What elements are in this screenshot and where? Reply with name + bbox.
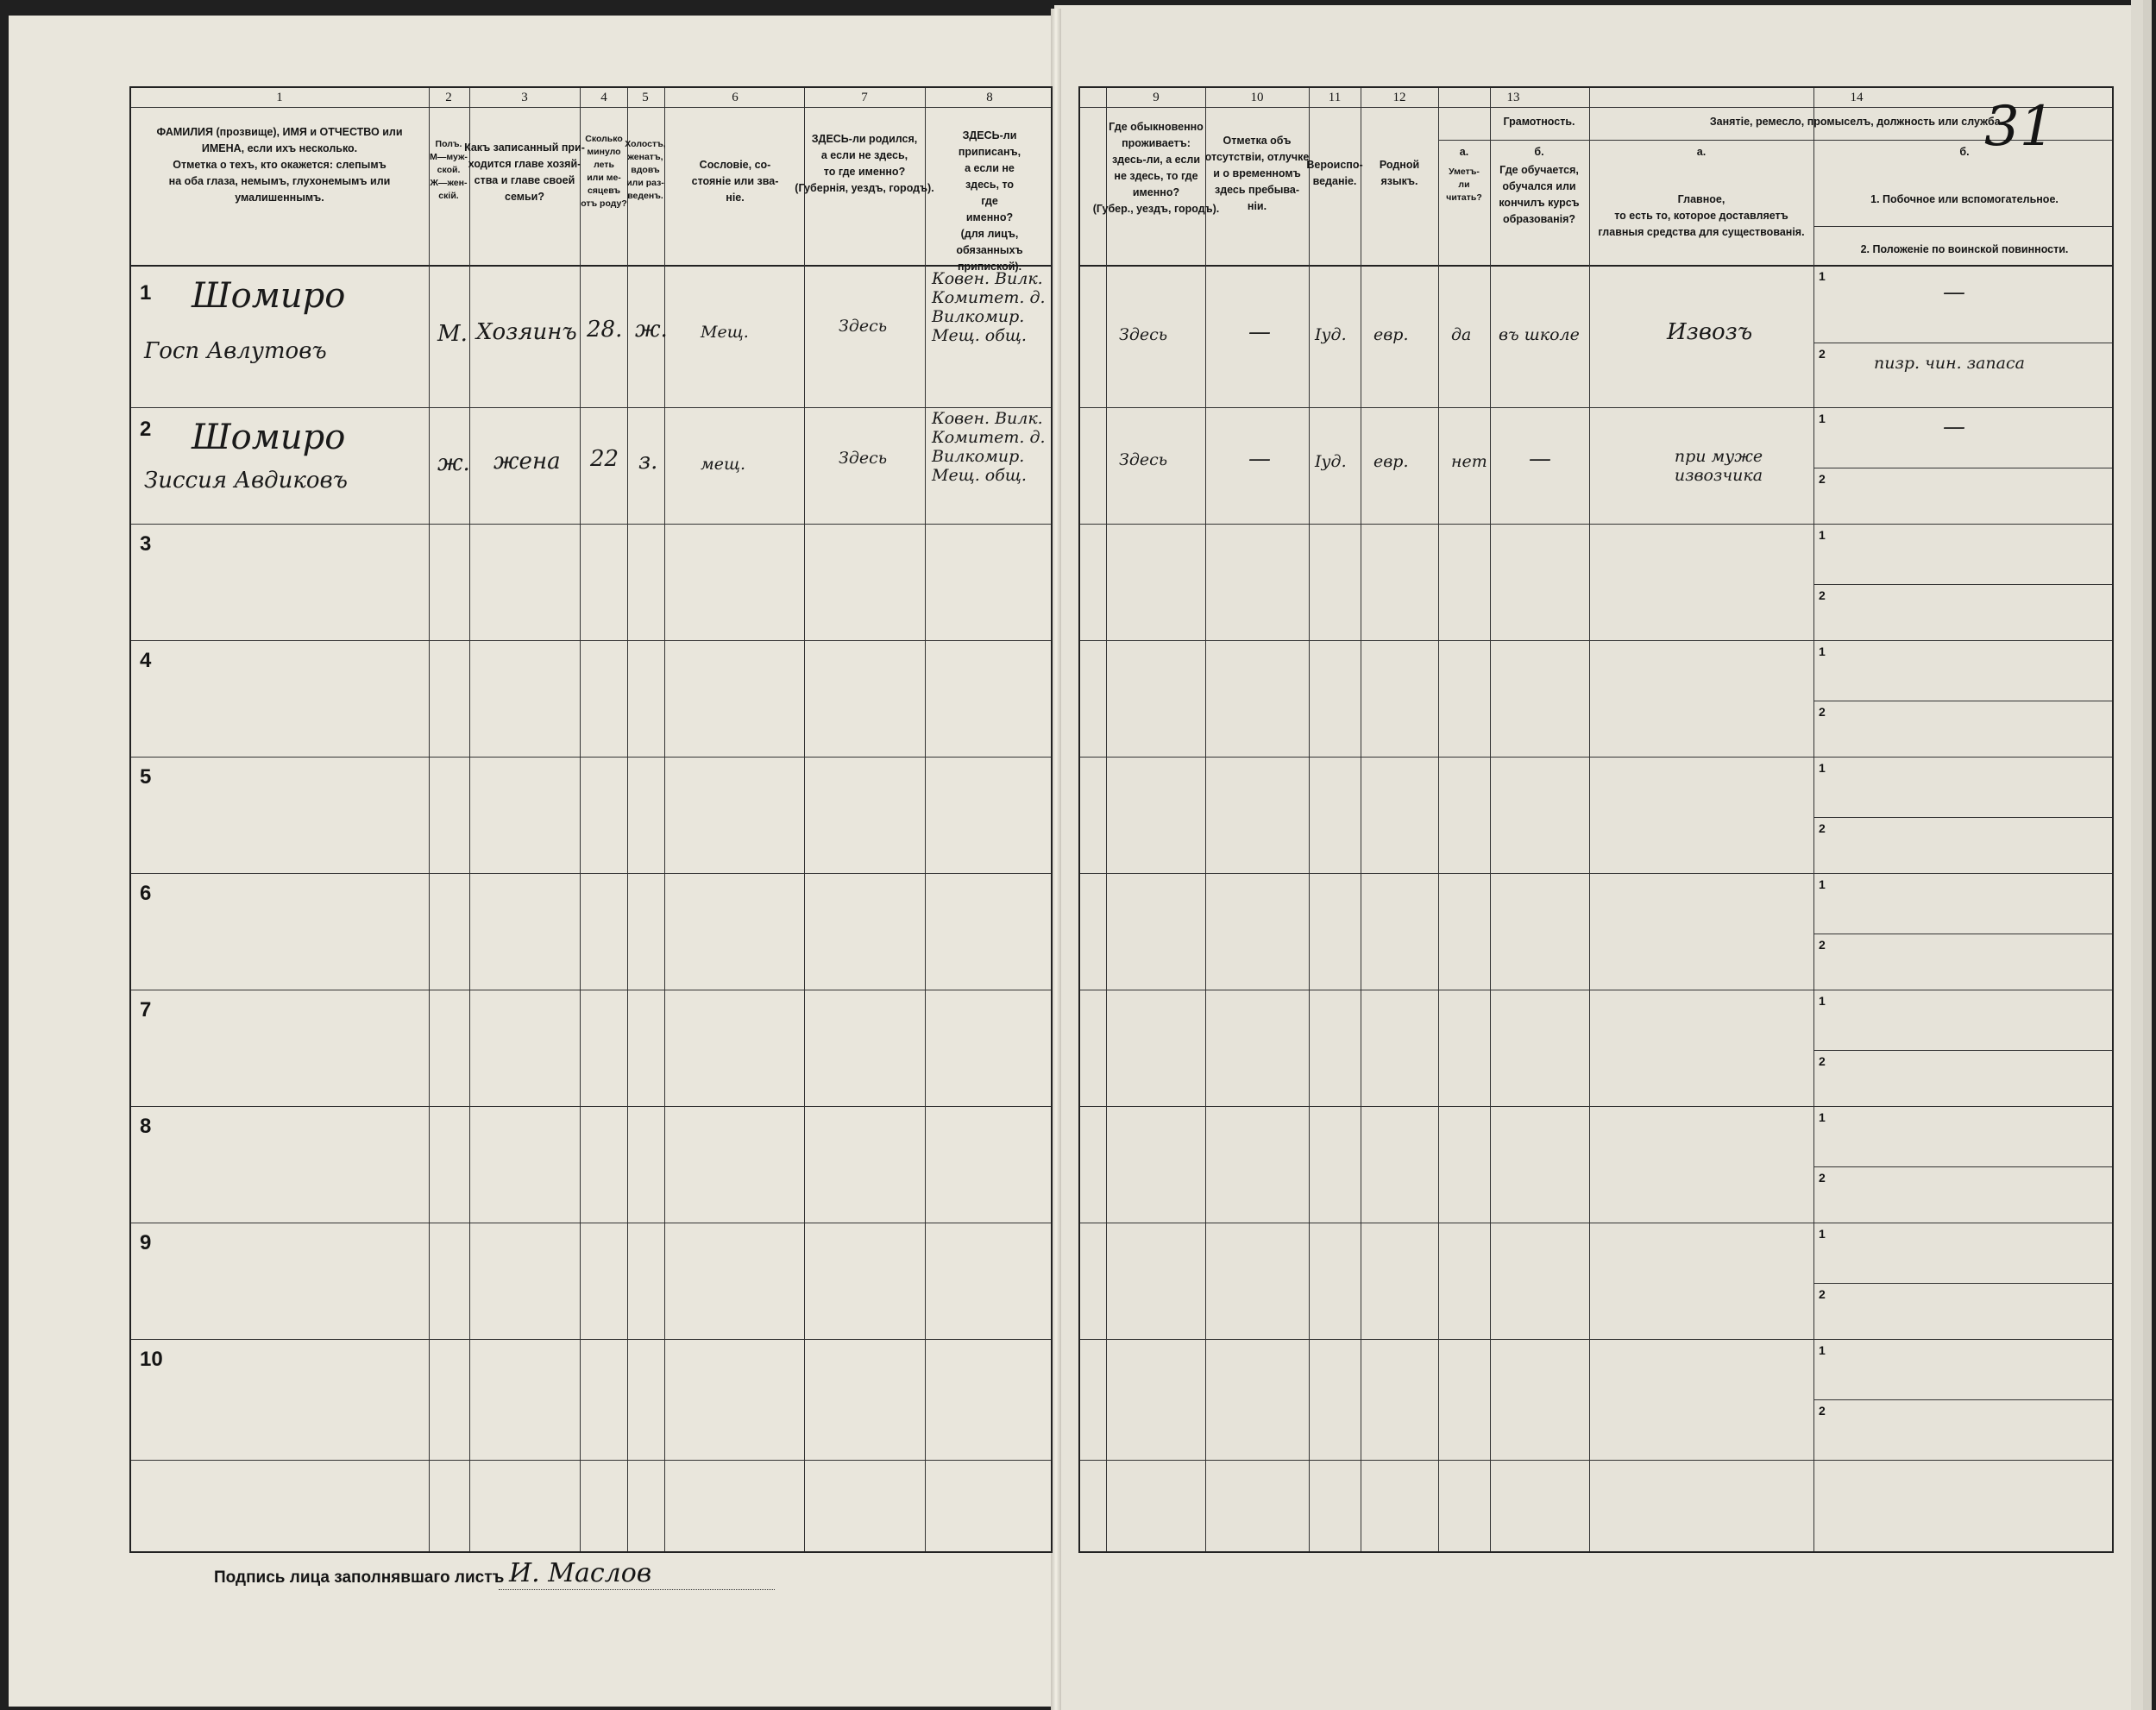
side-occupation-value: — [1943,414,1965,440]
header-side-occupation: 1. Побочное или вспомогательное. [1870,193,2059,205]
col-number: 11 [1328,91,1342,104]
religion-value: Іуд. [1315,325,1347,344]
marital-value: ж. [635,317,668,343]
age-value: 28. [587,317,623,343]
sex-value: М. [437,321,468,347]
header-estate: Сословіе, со- стояніе или зва- ніе. [691,159,779,204]
military-value: пизр. чин. запаса [1874,354,2025,373]
left-census-table [129,86,1053,1553]
language-value: евр. [1373,325,1409,344]
header-literacy: Грамотность. [1503,116,1575,128]
sex-value: ж. [437,450,470,476]
registration-value: Ковен. Вилк. Комитет. д. Вилкомир. Мещ. общ. [932,409,1046,485]
header-military: 2. Положеніе по воинской повинности. [1860,243,2069,255]
surname: Шомиро [192,418,346,457]
col-number: 8 [986,91,993,104]
language-value: евр. [1373,452,1409,471]
birthplace-value: Здесь [839,317,888,336]
col-number: 13 [1506,91,1520,104]
literacy-value: да [1451,325,1472,344]
header-occupation: Занятіе, ремесло, промыселъ, должность или служба. [1709,116,2004,128]
header-education: Где обучается, обучался или кончилъ курсъ образованія? [1499,164,1580,225]
header-name: ФАМИЛИЯ (прозвище), ИМЯ и ОТЧЕСТВО или ИМЕНА, если ихъ несколько. Отметка о техъ, кто окажется: слепымъ на оба глаза, немымъ, глухонемымъ или умалишеннымъ. [156,126,403,204]
col-number: 9 [1153,91,1160,104]
header-can-read: Уметъ- ли читать? [1446,167,1482,203]
header-top-line [131,107,1051,108]
absence-value: — [1248,319,1271,345]
col-number: 14 [1850,91,1864,104]
surname: Шомиро [192,276,346,316]
header-absence: Отметка объ отсутствіи, отлучке и о временномъ здесь пребыва- ніи. [1204,135,1310,212]
occupation-value: Извозъ [1667,319,1753,345]
estate-value: Мещ. [701,323,749,342]
right-census-table: 9 10 11 12 13 14 Где обыкновенно проживаетъ: здесь-ли, а если не здесь, то где именно? (Губер., уездъ, городъ). Отметка объ отсутствіи, отлучке и о временномъ здесь пребыва- ніи. Вероиспо- веданіе. Родной языкъ. Грамотность. а. Уметъ- ли читать? б. Где обучается, обучался или кончилъ курсъ образованія? Занятіе, ремесло, промыселъ, должность или служба. а. Главное, то есть то, которое доставляетъ главныя средства для существованія. б. 1. Побочное или вспомогательное. 2. Положеніе по воинской повинности. 1 2 1 2 1 2 1 2 1 2 1 2 1 2 1 2 1 2 1 2 Здесь — Іуд. евр. да въ школе Извозъ — пизр. чин. запаса Здесь — Іуд. евр. нет — при муже извозчика — [1078,86,2114,1553]
registration-value: Ковен. Вилк. Комитет. д. Вилкомир. Мещ. общ. [932,269,1046,345]
col-number: 4 [600,91,607,104]
page-edge [2143,0,2152,1710]
page-number-stamp: 31 [1984,95,2055,159]
relation-value: жена [493,449,561,475]
col-number: 7 [861,91,868,104]
header-registration: ЗДЕСЬ-ли приписанъ, а если не здесь, то где именно? (для лицъ, обязанныхъ припиской). [956,129,1023,273]
header-sex: Полъ. М—муж- ской. Ж—жен- скій. [430,139,468,201]
residence-value: Здесь [1119,325,1168,344]
row-number: 2 [140,418,152,441]
header-language: Родной языкъ. [1379,159,1420,187]
row-number: 4 [140,649,152,672]
header-age: Сколько минуло леть или ме- сяцевъ отъ роду? [581,134,627,209]
header-marital: Холостъ, женатъ, вдовъ или раз- веденъ. [625,139,666,201]
row-number: 10 [140,1348,163,1371]
birthplace-value: Здесь [839,449,888,468]
signature-label: Подпись лица заполнявшаго листъ [214,1569,505,1587]
row-number: 3 [140,532,152,556]
given-name: Зиссия Авдиковъ [144,468,348,494]
relation-value: Хозяинъ [476,319,577,345]
col-number: 10 [1250,91,1264,104]
row-number: 5 [140,765,152,789]
signature: И. Маслов [509,1558,652,1588]
signature-line [499,1589,775,1590]
estate-value: мещ. [701,455,746,474]
row-number: 7 [140,998,152,1022]
education-value: — [1529,446,1551,472]
absence-value: — [1248,446,1271,472]
page-edge [2131,0,2143,1710]
header-bottom-line [131,265,1051,267]
given-name: Госп Авлутовъ [144,338,327,364]
row-number: 1 [140,281,152,305]
col-number: 3 [521,91,528,104]
col-number: 1 [276,91,283,104]
literacy-value: нет [1451,452,1487,471]
marital-value: з. [638,449,658,475]
header-residence: Где обыкновенно проживаетъ: здесь-ли, а если не здесь, то где именно? (Губер., уездъ, городъ). [1092,121,1220,215]
residence-value: Здесь [1119,450,1168,469]
col-number: 5 [642,91,649,104]
header-birthplace: ЗДЕСЬ-ли родился, а если не здесь, то где именно? (Губернія, уездъ, городъ). [795,133,934,194]
col-number: 12 [1392,91,1406,104]
education-value: въ школе [1499,325,1580,344]
header-religion: Вероиспо- веданіе. [1306,159,1363,187]
side-occupation-value: — [1943,280,1965,305]
occupation-value: при муже извозчика [1674,447,1763,485]
row-number: 9 [140,1231,152,1254]
header-main-occupation: Главное, то есть то, которое доставляетъ главныя средства для существованія. [1598,193,1805,238]
header-relation: Какъ записанный при- ходится главе хозяй- ства и главе своей семьи? [464,141,585,203]
row-number: 6 [140,882,152,905]
row-number: 8 [140,1115,152,1138]
col-number: 2 [445,91,452,104]
age-value: 22 [590,446,619,472]
col-number: 6 [732,91,739,104]
religion-value: Іуд. [1315,452,1347,471]
